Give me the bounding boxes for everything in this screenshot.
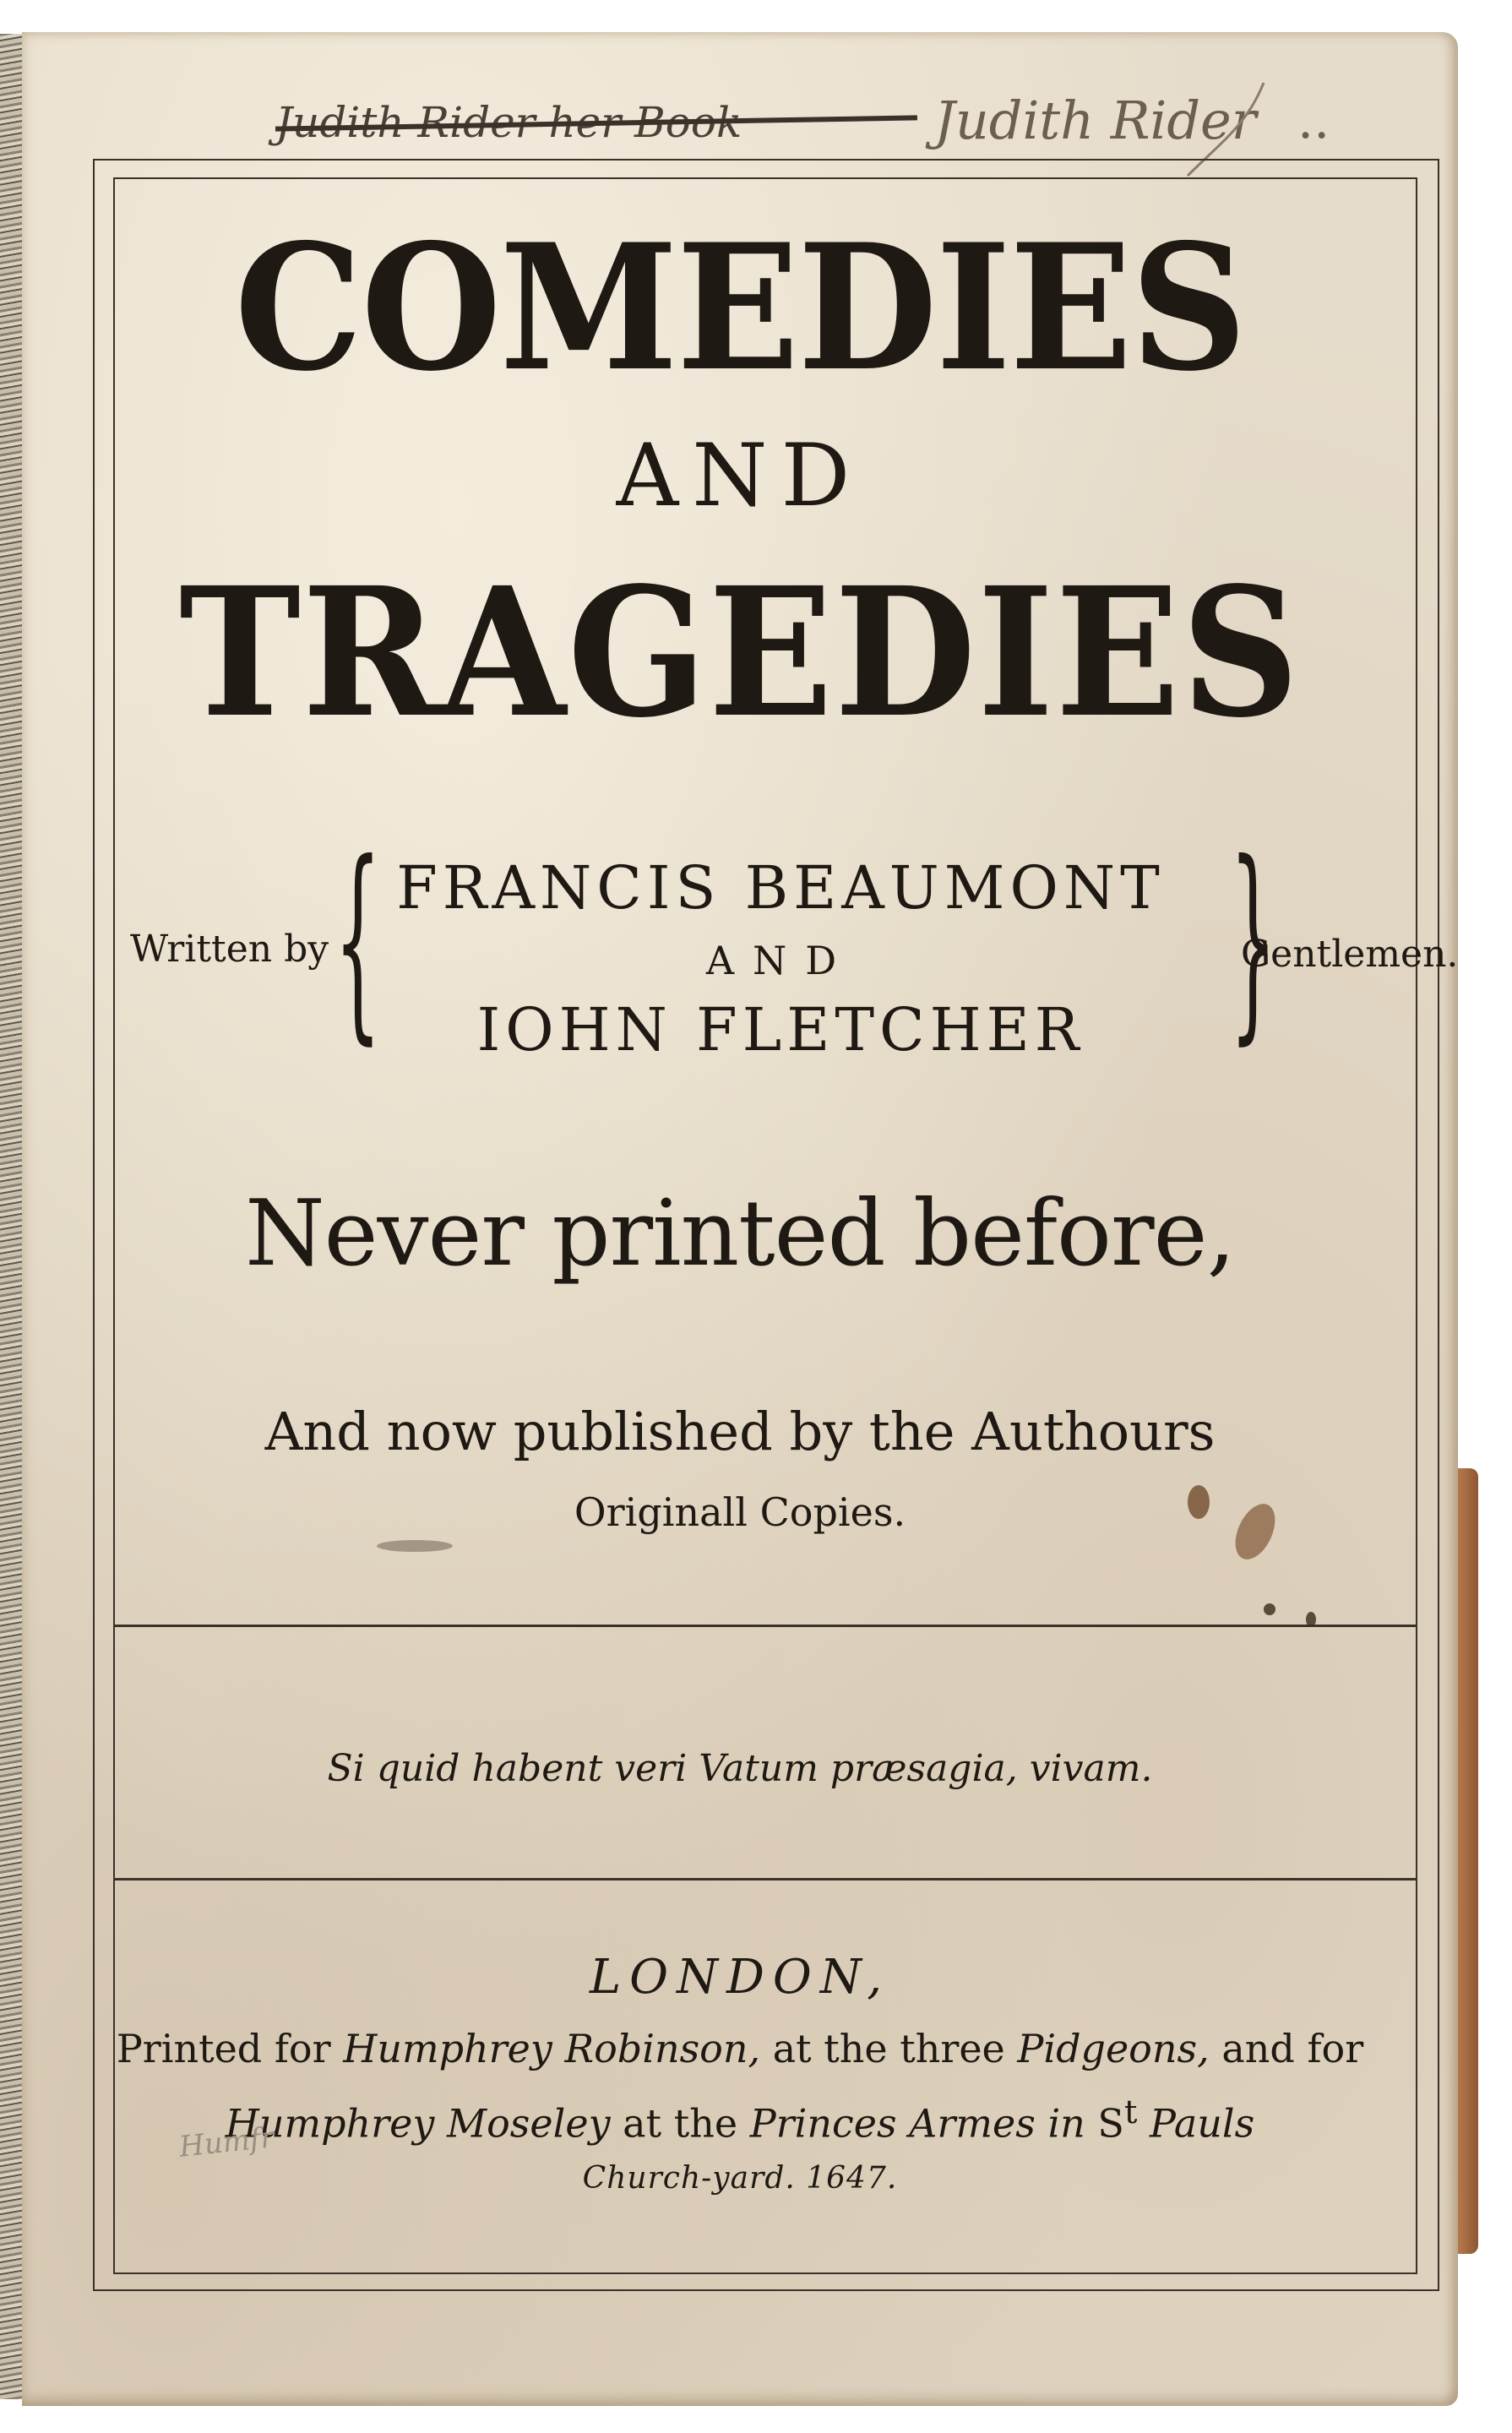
imprint-name-moseley: Humphrey Moseley bbox=[225, 2100, 611, 2147]
ownership-inscription bbox=[275, 83, 1373, 159]
struck-inscription: Judith Rider her Book bbox=[275, 98, 742, 147]
imprint-text: at the three bbox=[760, 2026, 1018, 2071]
author-block bbox=[113, 817, 1459, 1088]
gentlemen-label: Gentlemen. bbox=[1241, 933, 1459, 976]
originall-copies: Originall Copies. bbox=[574, 1489, 906, 1535]
title-comedies: COMEDIES bbox=[234, 207, 1246, 410]
rule-upper bbox=[113, 1625, 1416, 1627]
written-by-label: Written by bbox=[130, 928, 329, 971]
author-conjunction: AND bbox=[705, 938, 856, 983]
imprint-pidgeons: Pidgeons, bbox=[1017, 2026, 1210, 2071]
signature-dots: .. bbox=[1297, 91, 1330, 150]
margin-scrawl: Humfr bbox=[177, 2120, 276, 2164]
latin-motto: Si quid habent veri Vatum præsagia, vivam. bbox=[327, 1747, 1153, 1790]
imprint-superscript: t bbox=[1123, 2093, 1138, 2131]
imprint-text: S bbox=[1085, 2100, 1124, 2147]
imprint-line-1 bbox=[22, 2026, 1458, 2071]
imprint-city: LONDON, bbox=[589, 1950, 891, 2005]
rule-lower bbox=[113, 1878, 1416, 1881]
imprint-text: and for bbox=[1209, 2026, 1364, 2071]
title-tragedies: TRAGEDIES bbox=[179, 548, 1301, 757]
paper-leaf bbox=[22, 32, 1458, 2406]
imprint-line-3: Church-yard. 1647. bbox=[582, 2161, 898, 2196]
right-brace-icon: } bbox=[1229, 817, 1277, 1063]
never-printed-before: Never printed before, bbox=[245, 1181, 1235, 1287]
published-line: And now published by the Authours bbox=[264, 1401, 1216, 1462]
author-beaumont: FRANCIS BEAUMONT bbox=[396, 853, 1165, 923]
page-edge bbox=[1458, 1468, 1478, 2254]
marbled-endpaper bbox=[0, 34, 24, 2399]
imprint-pauls: Pauls bbox=[1137, 2100, 1255, 2147]
imprint-name-robinson: Humphrey Robinson, bbox=[343, 2026, 761, 2071]
author-fletcher: IOHN FLETCHER bbox=[476, 995, 1085, 1064]
title-and: AND bbox=[616, 426, 864, 526]
imprint-text: at the bbox=[610, 2100, 750, 2147]
imprint-text: Printed for bbox=[116, 2026, 344, 2071]
imprint-princes-armes: Princes Armes in bbox=[749, 2100, 1085, 2147]
left-brace-icon: { bbox=[334, 817, 382, 1063]
owner-signature: Judith Rider bbox=[934, 90, 1257, 151]
